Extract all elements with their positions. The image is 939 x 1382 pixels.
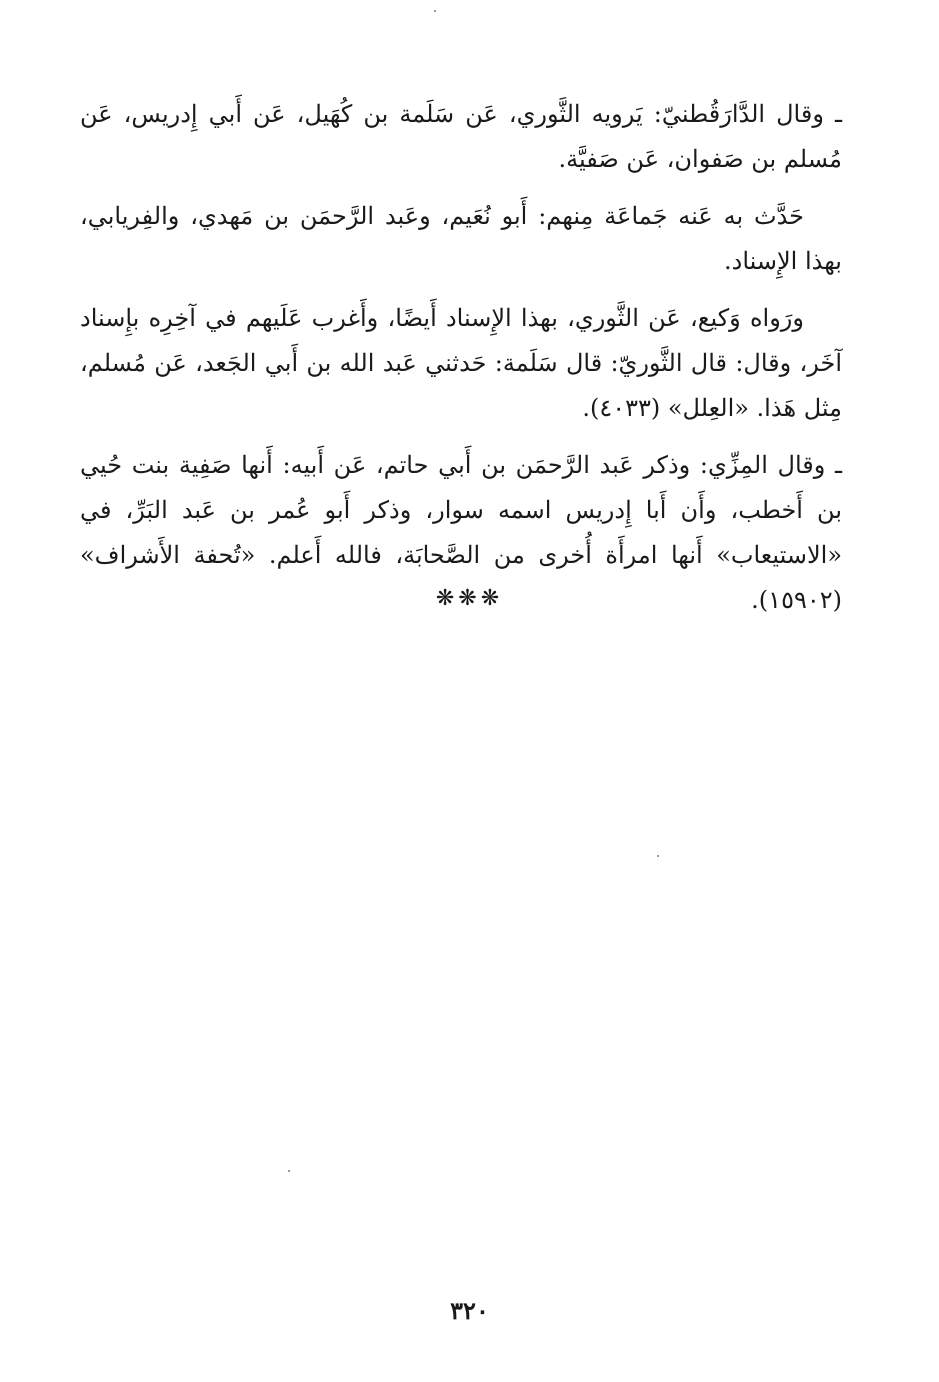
scan-speck xyxy=(434,10,436,12)
page-number: ٣٢٠ xyxy=(450,1296,489,1325)
section-separator: ❋❋❋ xyxy=(435,586,504,611)
scan-speck xyxy=(288,1170,290,1172)
paragraph-daraqutni: ـ وقال الدَّارَقُطنيّ: يَرويه الثَّوري، عَن سَلَمة بن كُهَيل، عَن أَبي إِدريس، عَن مُسلم بن صَفوان، عَن صَفيَّة. xyxy=(80,100,842,173)
paragraph-narrators: حَدَّث به عَنه جَماعَة مِنهم: أَبو نُعَيم، وعَبد الرَّحمَن بن مَهدي، والفِريابي، بهذا الإِسناد. xyxy=(80,202,842,275)
paragraph-mizzi: ـ وقال المِزِّي: وذكر عَبد الرَّحمَن بن أَبي حاتم، عَن أَبيه: أَنها صَفِية بنت حُيي بن أَخطب، وأَن أَبا إِدريس اسمه سوار، وذكر أَبو عُمر بن عَبد البَرِّ، في «الاستيعاب» أَنها امرأَة أُخرى من الصَّحابَة، فالله أَعلم. «تُحفة الأَشراف» (١٥٩٠٢). xyxy=(80,451,842,614)
scan-speck xyxy=(657,855,659,857)
paragraph-waki: ورَواه وَكيع، عَن الثَّوري، بهذا الإِسناد أَيضًا، وأَغرب عَلَيهم في آخِرِه بإِسناد آخَر، وقال: قال الثَّوريّ: قال سَلَمة: حَدثني عَبد الله بن أَبي الجَعد، عَن مُسلم، مِثل هَذا. «العِلل» (٤٠٣٣). xyxy=(80,304,842,422)
main-text xyxy=(80,92,842,635)
